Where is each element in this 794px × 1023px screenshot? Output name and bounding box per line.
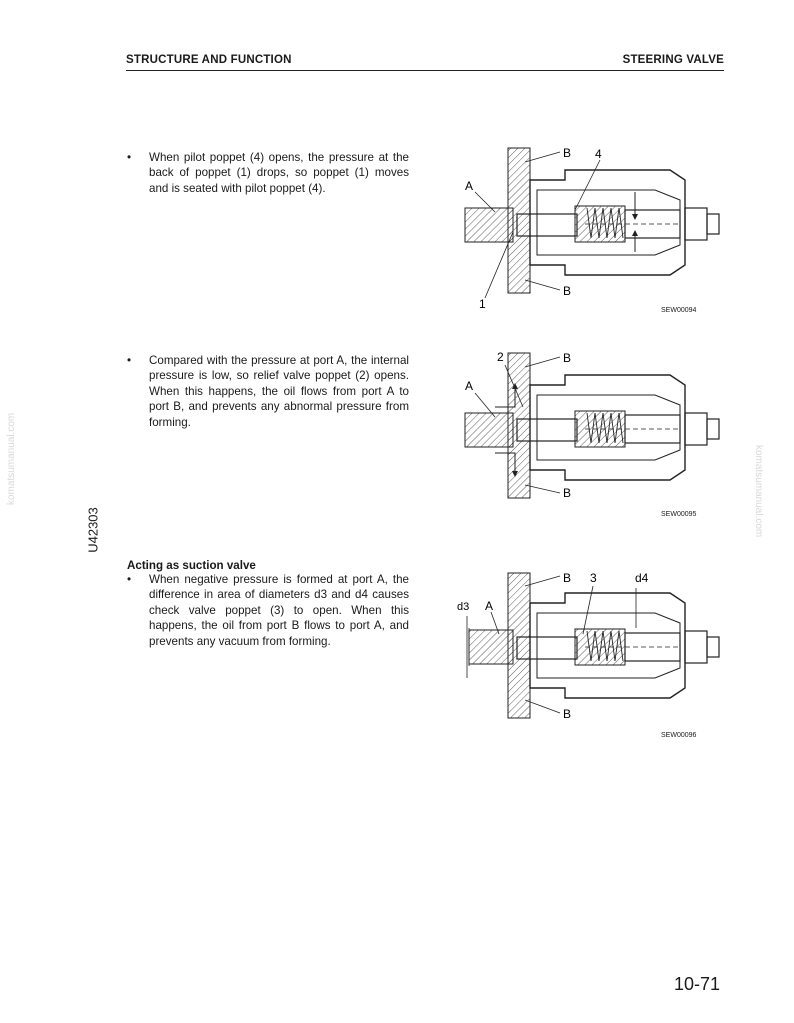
watermark-right: komatsumanual.com	[753, 445, 764, 538]
figure-code: SEW00096	[661, 732, 697, 739]
label-poppet-1: 1	[479, 297, 486, 311]
label-relief-poppet-2: 2	[497, 350, 504, 364]
label-port-a: A	[465, 379, 474, 393]
header-chapter-title: STEERING VALVE	[622, 54, 724, 66]
figure-valve-relief	[455, 345, 725, 520]
label-port-b-top: B	[563, 351, 572, 365]
figure-valve-suction	[455, 568, 725, 738]
label-diameter-d4: d4	[635, 571, 649, 585]
figure-code: SEW00095	[661, 511, 697, 518]
valve-diagram	[455, 140, 725, 315]
watermark-left: komatsumanual.com	[6, 412, 17, 505]
label-port-b-top: B	[563, 571, 572, 585]
paragraph-text: When pilot poppet (4) opens, the pressure at the back of poppet (1) drops, so poppet (1) moves and is seated with pilot poppet (4).	[149, 151, 409, 195]
paragraph-pilot-poppet	[127, 150, 409, 196]
label-port-b-bottom: B	[563, 284, 572, 298]
paragraph-text: When negative pressure is formed at port A, the difference in area of diameters d3 and d4 causes check valve poppet (3) to open. When this happens, the oil from port B flows to port A, and prevents any vacuum from forming.	[149, 573, 409, 648]
paragraph-suction-valve	[127, 572, 409, 649]
valve-diagram	[455, 568, 725, 738]
page-header	[126, 54, 724, 71]
page-number: 10-71	[673, 974, 720, 994]
label-check-poppet-3: 3	[590, 571, 597, 585]
side-document-code: U42303	[85, 507, 101, 553]
section-heading-suction-valve: Acting as suction valve	[127, 559, 256, 572]
label-port-b-bottom: B	[563, 486, 572, 500]
figure-valve-pilot	[455, 140, 725, 315]
label-port-a: A	[465, 179, 474, 193]
paragraph-text: Compared with the pressure at port A, the internal pressure is low, so relief valve poppet (2) opens. When this happens, the oil flows from port A to port B, and prevents any abnormal pressure from forming.	[149, 354, 409, 429]
bullet-mark: •	[127, 354, 132, 367]
label-port-a: A	[485, 599, 494, 613]
label-port-b-top: B	[563, 146, 572, 160]
paragraph-relief-valve	[127, 353, 409, 430]
bullet-mark: •	[127, 151, 132, 164]
label-diameter-d3: d3	[457, 601, 470, 613]
header-section-title: STRUCTURE AND FUNCTION	[126, 54, 292, 66]
figure-code: SEW00094	[661, 307, 697, 314]
bullet-mark: •	[127, 573, 132, 586]
label-pilot-poppet-4: 4	[595, 147, 602, 161]
label-port-b-bottom: B	[563, 707, 572, 721]
valve-diagram	[455, 345, 725, 520]
